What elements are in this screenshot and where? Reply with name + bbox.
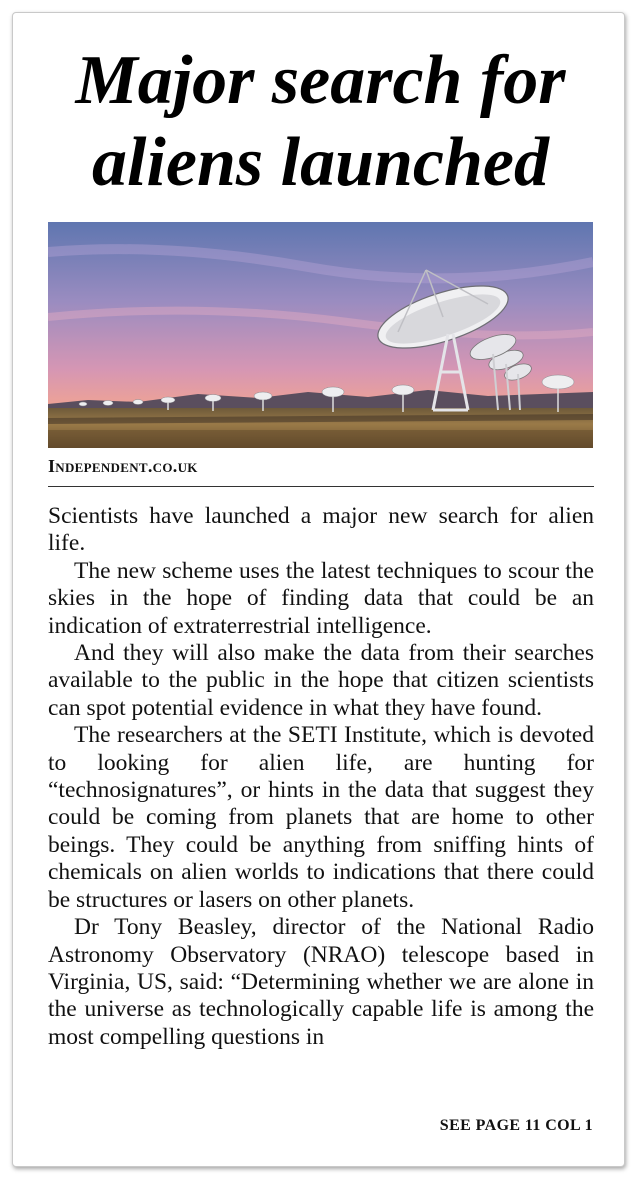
headline — [0, 40, 641, 204]
article-body — [48, 503, 594, 1051]
headline-line-2: aliens launched — [91, 124, 550, 201]
credit-divider — [48, 486, 594, 487]
continuation-note: SEE PAGE 11 COL 1 — [439, 1117, 593, 1134]
paragraph: Scientists have launched a major new search for alien life. — [48, 503, 594, 557]
telescope-array-image — [48, 222, 593, 448]
paragraph: Dr Tony Beasley, director of the National Radio Astronomy Observatory (NRAO) telescope based in Virginia, US, said: “Determining whether we are alone in the universe as technologically capable life is among the most compelling questions in — [48, 914, 594, 1050]
article-photo — [48, 222, 593, 448]
paragraph: And they will also make the data from their searches available to the public in the hope that citizen scientists can spot potential evidence in what they have found. — [48, 640, 594, 721]
headline-line-1: Major search for — [75, 42, 566, 119]
photo-credit: Independent.co.uk — [48, 456, 198, 476]
paragraph: The researchers at the SETI Institute, which is devoted to looking for alien life, are hunting for “technosignatures”, or hints in the data that suggest they could be coming from planets that are home to other beings. They could be anything from sniffing hints of chemicals on alien worlds to indications that there could be structures or lasers on other planets. — [48, 722, 594, 913]
paragraph: The new scheme uses the latest techniques to scour the skies in the hope of finding data that could be an indication of extraterrestrial intelligence. — [48, 557, 594, 639]
